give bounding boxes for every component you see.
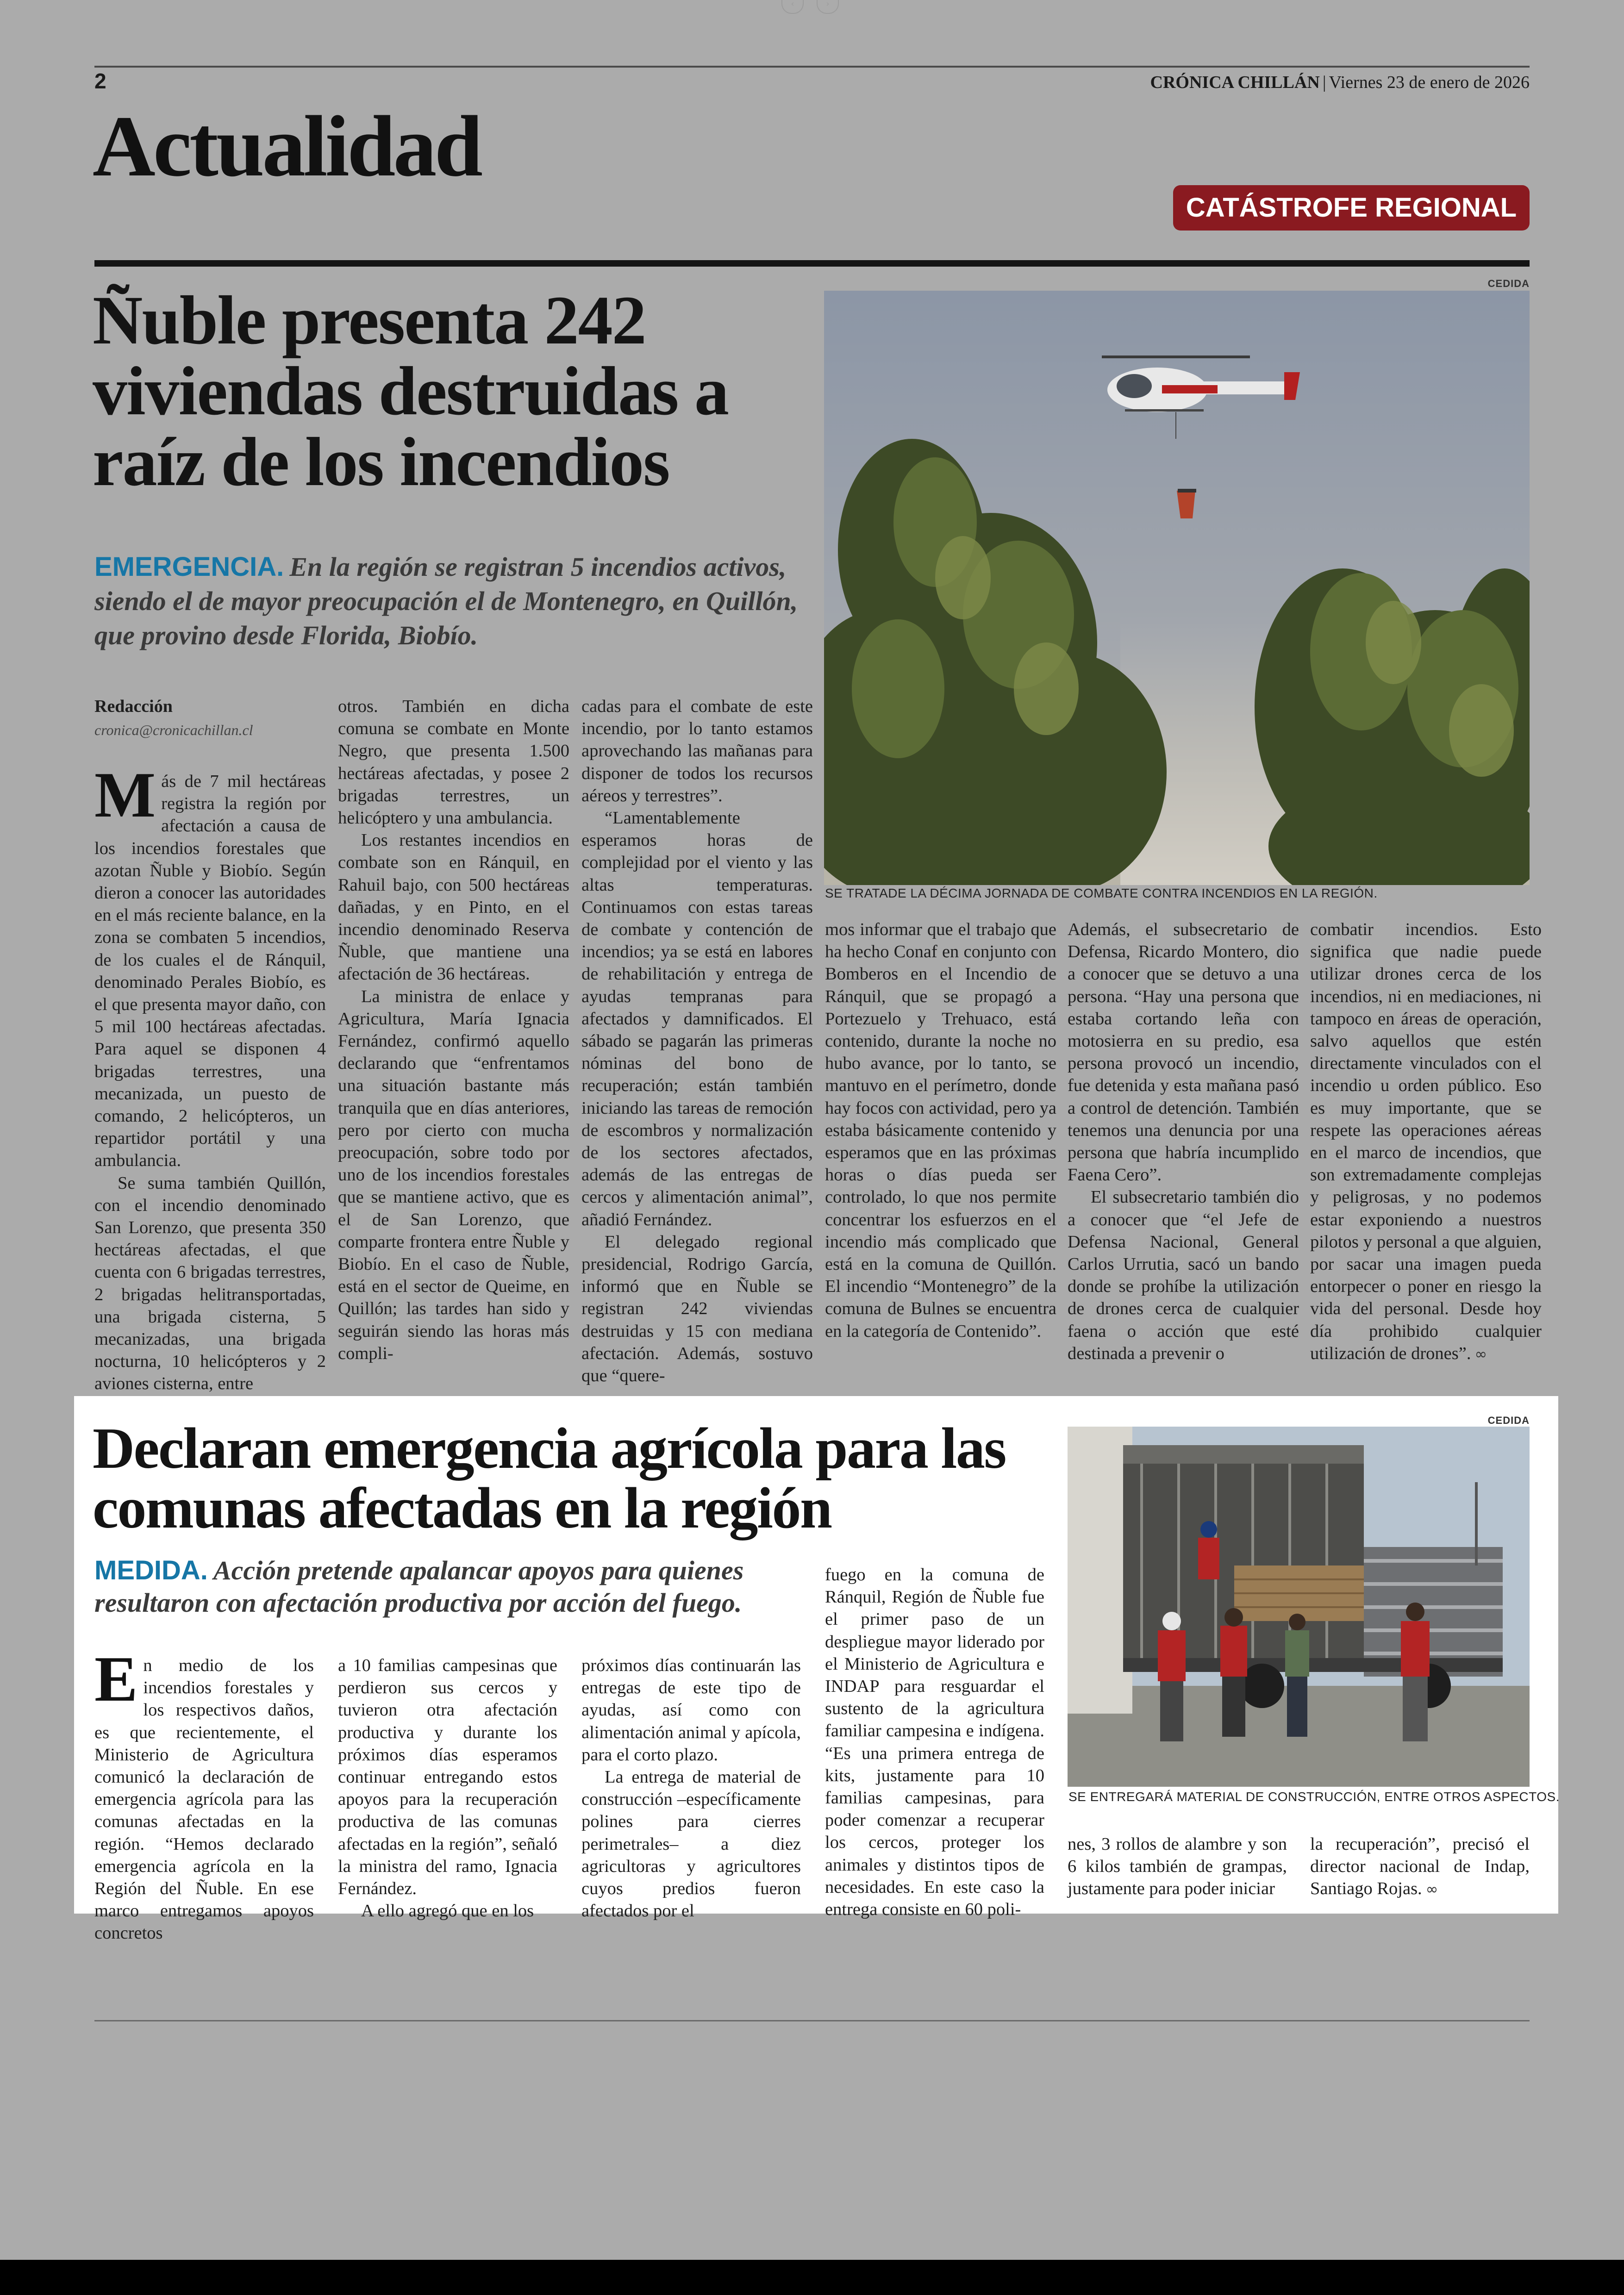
article1-deck-text: En la región se registran 5 incendios activos, siendo el de mayor preocupación el de Montenegro, en Quillón, que provino desde Florida, Biobío. xyxy=(94,552,798,650)
article2-column-2 xyxy=(338,1654,557,1922)
article1-byline xyxy=(94,694,326,742)
helicopter-photo-image xyxy=(824,291,1530,885)
article1-col5-p1: Además, el subsecretario de Defensa, Ricardo Montero, dio a conocer que se detuvo a una persona. “Hay una persona que estaba cortando leña con motosierra en su predio, esa persona provocó un incendio, fue detenida y esta mañana pasó a control de detención. También tenemos una denuncia por una persona que habría incumplido Faena Cero”. xyxy=(1068,920,1299,1185)
article2-column-6 xyxy=(1310,1833,1530,1901)
article2-column-5 xyxy=(1068,1833,1287,1900)
header-top-rule xyxy=(94,66,1530,68)
article2-headline: Declaran emergencia agrícola para las comunas afectadas en la región xyxy=(93,1416,1006,1540)
article2-col2-p2: A ello agregó que en los xyxy=(361,1901,534,1921)
article1-column-3 xyxy=(581,695,813,1387)
publication-name: CRÓNICA CHILLÁN xyxy=(1150,73,1320,92)
article1-column-5 xyxy=(1068,918,1299,1365)
truck-photo xyxy=(1068,1427,1530,1787)
article1-drop-cap: M xyxy=(94,759,156,831)
article1-col5-p2: El subsecretario también dio a conocer que “el Jefe de Defensa Nacional, General Carlos Urrutia, sacó un bando donde se prohíbe la utilización de drones cerca de cualquier faena o acción que esté destinada a prevenir o xyxy=(1068,1187,1299,1363)
article1-deck xyxy=(94,550,817,653)
article1-column-2 xyxy=(338,695,569,1365)
article2-column-3 xyxy=(581,1654,801,1922)
viewer-bottom-bar xyxy=(0,2260,1624,2295)
article2-col5-p1: nes, 3 rollos de alambre y son 6 kilos también de grampas, justamente para poder iniciar xyxy=(1068,1834,1287,1899)
masthead-separator: | xyxy=(1322,73,1326,92)
article2-col2-p1: a 10 familias campesinas que perdieron sus cercos y tuvieron otra afectación productiva y durante los próximos días esperamos continuar entregando estos apoyos para la recuperación productiva de las comunas afectadas en la región”, señaló la ministra del ramo, Ignacia Fernández. xyxy=(338,1656,557,1899)
article1-col2-p3: La ministra de enlace y Agricultura, María Ignacia Fernández, confirmó aquello declarando que “enfrentamos una situación bastante más tranquila que en días anteriores, pero por cierto con mucha preocupación, sobre todo por uno de los incendios forestales que se mantiene activo, que es el de San Lorenzo, que comparte frontera entre Ñuble y Biobío. En el caso de Ñuble, está en el sector de Queime, en Quillón; las tardes han sido y seguirán siendo las horas más compli- xyxy=(338,986,569,1363)
article1-col6-p1: combatir incendios. Esto significa que nadie puede utilizar drones cerca de los incendios, ni en mediaciones, ni tampoco en áreas de operación, salvo aquellos que estén directamente vinculados con el incendio u orden público. Eso es muy importante, que se respete las operaciones aéreas en el marco de incendios, que son extremadamente complejas y peligrosas, y no podemos estar exponiendo a nuestros pilotos y personal a que alguien, por sacar una imagen pueda entorpecer o poner en riesgo la vida del personal. Desde hoy día prohibido cualquier utilización de drones”. xyxy=(1310,920,1542,1363)
article2-col3-p2: La entrega de material de construcción –específicamente polines para cierres perimetrales– a diez agricultoras y agricultores cuyos predios fueron afectados por el xyxy=(581,1767,801,1921)
article2-photo-caption: SE ENTREGARÁ MATERIAL DE CONSTRUCCIÓN, ENTRE OTROS ASPECTOS. xyxy=(1068,1790,1560,1804)
page-navigation xyxy=(781,0,842,14)
helicopter-photo xyxy=(824,291,1530,885)
chevron-left-icon[interactable]: ‹ xyxy=(781,0,804,14)
masthead xyxy=(1150,72,1530,93)
article1-col2-p2: Los restantes incendios en combate son en Ránquil, en Rahuil bajo, con 500 hectáreas dañadas, y en Pinto, en el incendio denominado Reserva Ñuble, que mantiene una afectación de 36 hectáreas. xyxy=(338,830,569,984)
end-mark-icon: ∞ xyxy=(1474,1345,1487,1363)
publication-date: Viernes 23 de enero de 2026 xyxy=(1329,73,1530,92)
article1-col3-p1: cadas para el combate de este incendio, por lo tanto estamos aprovechando las mañanas para disponer de todos los recursos aéreos y terrestres”. xyxy=(581,697,813,805)
article1-col1-p2: Se suma también Quillón, con el incendio denominado San Lorenzo, que presenta 350 hectáreas afectadas, el que cuenta con 6 brigadas terrestres, 2 brigadas helitransportadas, una brigada cisterna, 5 mecanizadas, una brigada nocturna, 10 helicópteros y 2 aviones cisterna, entre xyxy=(94,1173,326,1394)
article1-photo-caption: SE TRATADE LA DÉCIMA JORNADA DE COMBATE CONTRA INCENDIOS EN LA REGIÓN. xyxy=(825,886,1378,900)
section-rule xyxy=(94,260,1530,267)
article2-col3-p1: próximos días continuarán las entregas de este tipo de ayudas, así como con alimentación animal y apícola, para el corto plazo. xyxy=(581,1656,801,1765)
article2-col1-p1: n medio de los incendios forestales y los respectivos daños, es que recientemente, el Ministerio de Agricultura comunicó la declaración de emergencia agrícola para las comunas afectadas en la región. “Hemos declarado emergencia agrícola en la Región del Ñuble. En ese marco entregamos apoyos concretos xyxy=(94,1656,314,1943)
article1-col1-p1: ás de 7 mil hectáreas registra la región por afectación a causa de los incendios forestales que azotan Ñuble y Biobío. Según dieron a conocer las autoridades en el más reciente balance, en la zona se combaten 5 incendios, de los cuales el de Ránquil, denominado Perales Biobío, es el que presenta mayor daño, con 5 mil 100 hectáreas afectadas. Para aquel se disponen 4 brigadas terrestres, una mecanizada, un puesto de comando, 2 helicópteros, un repartidor portátil y una ambulancia. xyxy=(94,772,326,1171)
chevron-right-icon[interactable]: › xyxy=(817,0,839,14)
article1-column-1 xyxy=(94,759,326,1395)
section-tag: CATÁSTROFE REGIONAL xyxy=(1173,185,1530,231)
article2-deck-text: Acción pretende apalancar apoyos para quienes resultaron con afectación productiva por acción del fuego. xyxy=(94,1555,744,1618)
article2-column-4 xyxy=(825,1564,1044,1921)
article2-col6-p1: la recuperación”, precisó el director nacional de Indap, Santiago Rojas. xyxy=(1310,1834,1530,1899)
article2-kicker: MEDIDA. xyxy=(94,1555,208,1585)
article1-email: cronica@cronicachillan.cl xyxy=(94,722,253,738)
article1-author: Redacción xyxy=(94,697,173,716)
footer-rule xyxy=(94,2020,1530,2021)
article2-photo-credit: CEDIDA xyxy=(1487,1415,1530,1426)
article1-paragraph xyxy=(94,759,326,1172)
article1-col2-p1: otros. También en dicha comuna se combate en Monte Negro, que presenta 1.500 hectáreas afectadas, y posee 2 brigadas terrestres, un helicóptero y una ambulancia. xyxy=(338,697,569,828)
article1-col3-p3: El delegado regional presidencial, Rodrigo García, informó que en Ñuble se registran 242 viviendas destruidas y 15 con mediana afectación. Además, sostuvo que “quere- xyxy=(581,1232,813,1386)
article1-photo-credit: CEDIDA xyxy=(1487,278,1530,289)
article2-drop-cap: E xyxy=(94,1643,138,1715)
page-number: 2 xyxy=(94,69,106,93)
article1-headline: Ñuble presenta 242 viviendas destruidas a raíz de los incendios xyxy=(93,282,728,500)
article1-column-4 xyxy=(825,918,1056,1342)
end-mark-icon: ∞ xyxy=(1425,1880,1438,1898)
article1-column-6 xyxy=(1310,918,1542,1365)
article2-column-1 xyxy=(94,1643,314,1945)
article2-deck xyxy=(94,1554,807,1619)
section-title: Actualidad xyxy=(93,98,481,194)
article1-col4-p1: mos informar que el trabajo que ha hecho Conaf en conjunto con Bomberos en el Incendio de Ránquil, que se propagó a Portezuelo y Trehuaco, está contenido, durante la noche no hubo avance, por lo tanto, se mantuvo en el perímetro, donde hay focos con actividad, pero ya estaba básicamente contenido y esperamos que en las próximas horas o días pueda ser controlado, lo que nos permite concentrar los esfuerzos en el incendio más complicado que está en la comuna de Quillón. El incendio “Montenegro” de la comuna de Bulnes se encuentra en la categoría de Contenido”. xyxy=(825,920,1056,1341)
article1-kicker: EMERGENCIA. xyxy=(94,552,284,582)
truck-photo-image xyxy=(1068,1427,1530,1787)
article1-col3-p2: “Lamentablemente esperamos horas de complejidad por el viento y las altas temperaturas. Continuamos con estas tareas de combate y contención de incendios; ya se está en labores de rehabilitación y entrega de ayudas tempranas para afectados y damnificados. El sábado se pagarán las primeras nóminas del bono de recuperación; están también iniciando las tareas de remoción de escombros y normalización de los sectores afectados, además de las entregas de cercos y alimentación animal”, añadió Fernández. xyxy=(581,808,813,1229)
article2-col4-p1: fuego en la comuna de Ránquil, Región de Ñuble fue el primer paso de un despliegue mayor liderado por el Ministerio de Agricultura e INDAP para resguardar el sustento de la agricultura familiar campesina e indígena. “Es una primera entrega de kits, justamente para 10 familias campesinas, para poder comenzar a recuperar los cercos, proteger los animales y distintos tipos de necesidades. En este caso la entrega consiste en 60 poli- xyxy=(825,1565,1044,1920)
